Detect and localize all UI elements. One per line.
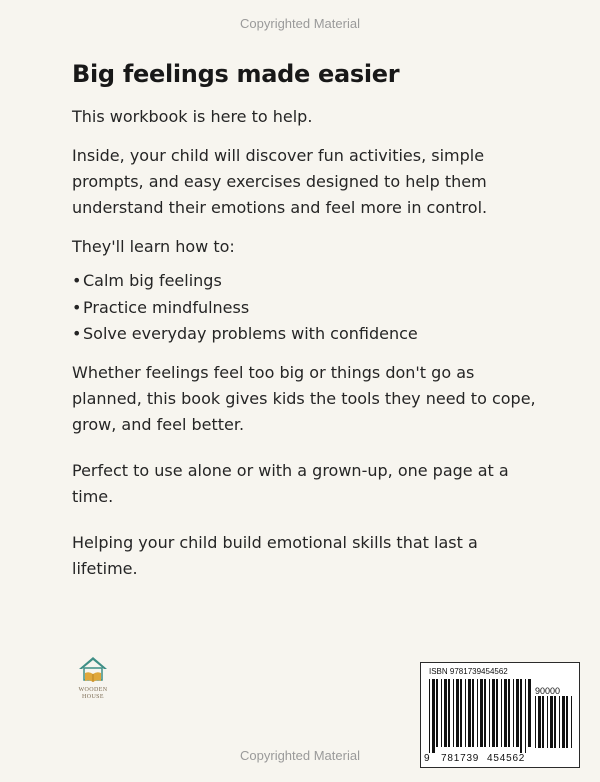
copyright-watermark-bottom: Copyrighted Material (240, 748, 360, 763)
skills-list (72, 268, 542, 348)
closing-paragraph: Helping your child build emotional skills that last a lifetime. (72, 532, 478, 578)
publisher-logo (72, 655, 114, 701)
addon-barcode-bars (535, 696, 575, 754)
intro-paragraph: This workbook is here to help. (72, 107, 313, 126)
house-book-icon (76, 655, 110, 685)
ean-barcode-bars (429, 679, 533, 753)
barcode-digits-left: 781739 (441, 753, 480, 764)
price-code: 90000 (535, 686, 561, 696)
usage-paragraph: Perfect to use alone or with a grown-up, one page at a time. (72, 460, 509, 506)
logo-text-line1: WOODEN (78, 687, 108, 693)
logo-text-line2: HOUSE (81, 694, 104, 700)
barcode-digits-right: 454562 (487, 753, 526, 764)
heading: Big feelings made easier (72, 60, 400, 88)
barcode-digit-first: 9 (424, 753, 430, 764)
benefit-paragraph: Whether feelings feel too big or things don't go as planned, this book gives kids the tools they need to cope, grow, and feel better. (72, 362, 536, 434)
list-item: • Calm big feelings (72, 268, 542, 295)
learn-intro: They'll learn how to: (72, 237, 235, 256)
back-cover-text (72, 60, 542, 595)
list-item: • Solve everyday problems with confidence (72, 321, 542, 348)
description-paragraph: Inside, your child will discover fun activities, simple prompts, and easy exercises designed to help them understand their emotions and feel more in control. (72, 146, 488, 217)
list-item: • Practice mindfulness (72, 295, 542, 322)
copyright-watermark-top: Copyrighted Material (240, 16, 360, 31)
isbn-label: ISBN 9781739454562 (429, 667, 508, 676)
